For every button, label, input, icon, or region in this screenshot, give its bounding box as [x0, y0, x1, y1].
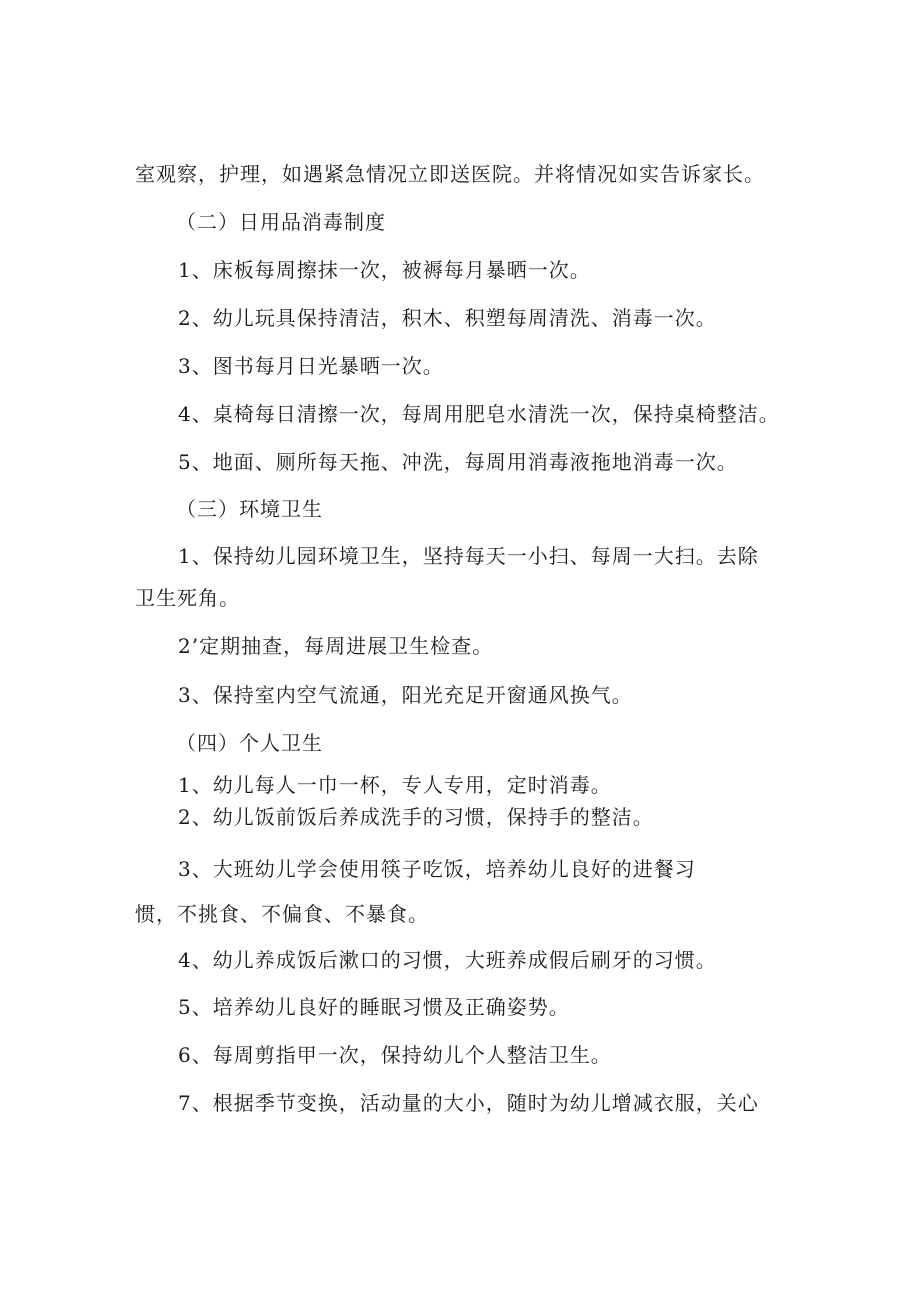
text-line: 7、根据季节变换，活动量的大小，随时为幼儿增减衣服，关心	[178, 1091, 759, 1115]
text-line: 1、保持幼儿园环境卫生，坚持每天一小扫、每周一大扫。去除	[178, 544, 759, 568]
text-line: 卫生死角。	[135, 586, 240, 610]
text-line: 惯，不挑食、不偏食、不暴食。	[135, 902, 429, 926]
text-line: 2’定期抽查，每周进展卫生检查。	[178, 634, 494, 658]
text-line: 1、床板每周擦抹一次，被褥每月暴晒一次。	[178, 258, 591, 282]
text-line: 5、地面、厕所每天拖、冲洗，每周用消毒液拖地消毒一次。	[178, 450, 738, 474]
text-line: 5、培养幼儿良好的睡眠习惯及正确姿势。	[178, 995, 570, 1019]
text-line: 2、幼儿玩具保持清洁，积木、积塑每周清洗、消毒一次。	[178, 306, 717, 330]
section-heading: （四）个人卫生	[176, 731, 323, 755]
section-heading: （二）日用品消毒制度	[176, 210, 386, 234]
text-line: 3、保持室内空气流通，阳光充足开窗通风换气。	[178, 683, 633, 707]
text-line: 3、图书每月日光暴晒一次。	[178, 354, 444, 378]
text-line: 6、每周剪指甲一次，保持幼儿个人整洁卫生。	[178, 1043, 612, 1067]
text-line: 4、幼儿养成饭后漱口的习惯，大班养成假后刷牙的习惯。	[178, 948, 717, 972]
text-line: 3、大班幼儿学会使用筷子吃饭，培养幼儿良好的进餐习	[178, 857, 696, 881]
text-line: 1、幼儿每人一巾一杯，专人专用，定时消毒。	[178, 773, 612, 797]
section-heading: （三）环境卫生	[176, 497, 323, 521]
text-line: 4、桌椅每日清擦一次，每周用肥皂水清洗一次，保持桌椅整洁。	[178, 402, 780, 426]
text-line: 室观察，护理，如遇紧急情况立即送医院。并将情况如实告诉家长。	[135, 162, 765, 186]
text-line: 2、幼儿饭前饭后养成洗手的习惯，保持手的整洁。	[178, 805, 654, 829]
